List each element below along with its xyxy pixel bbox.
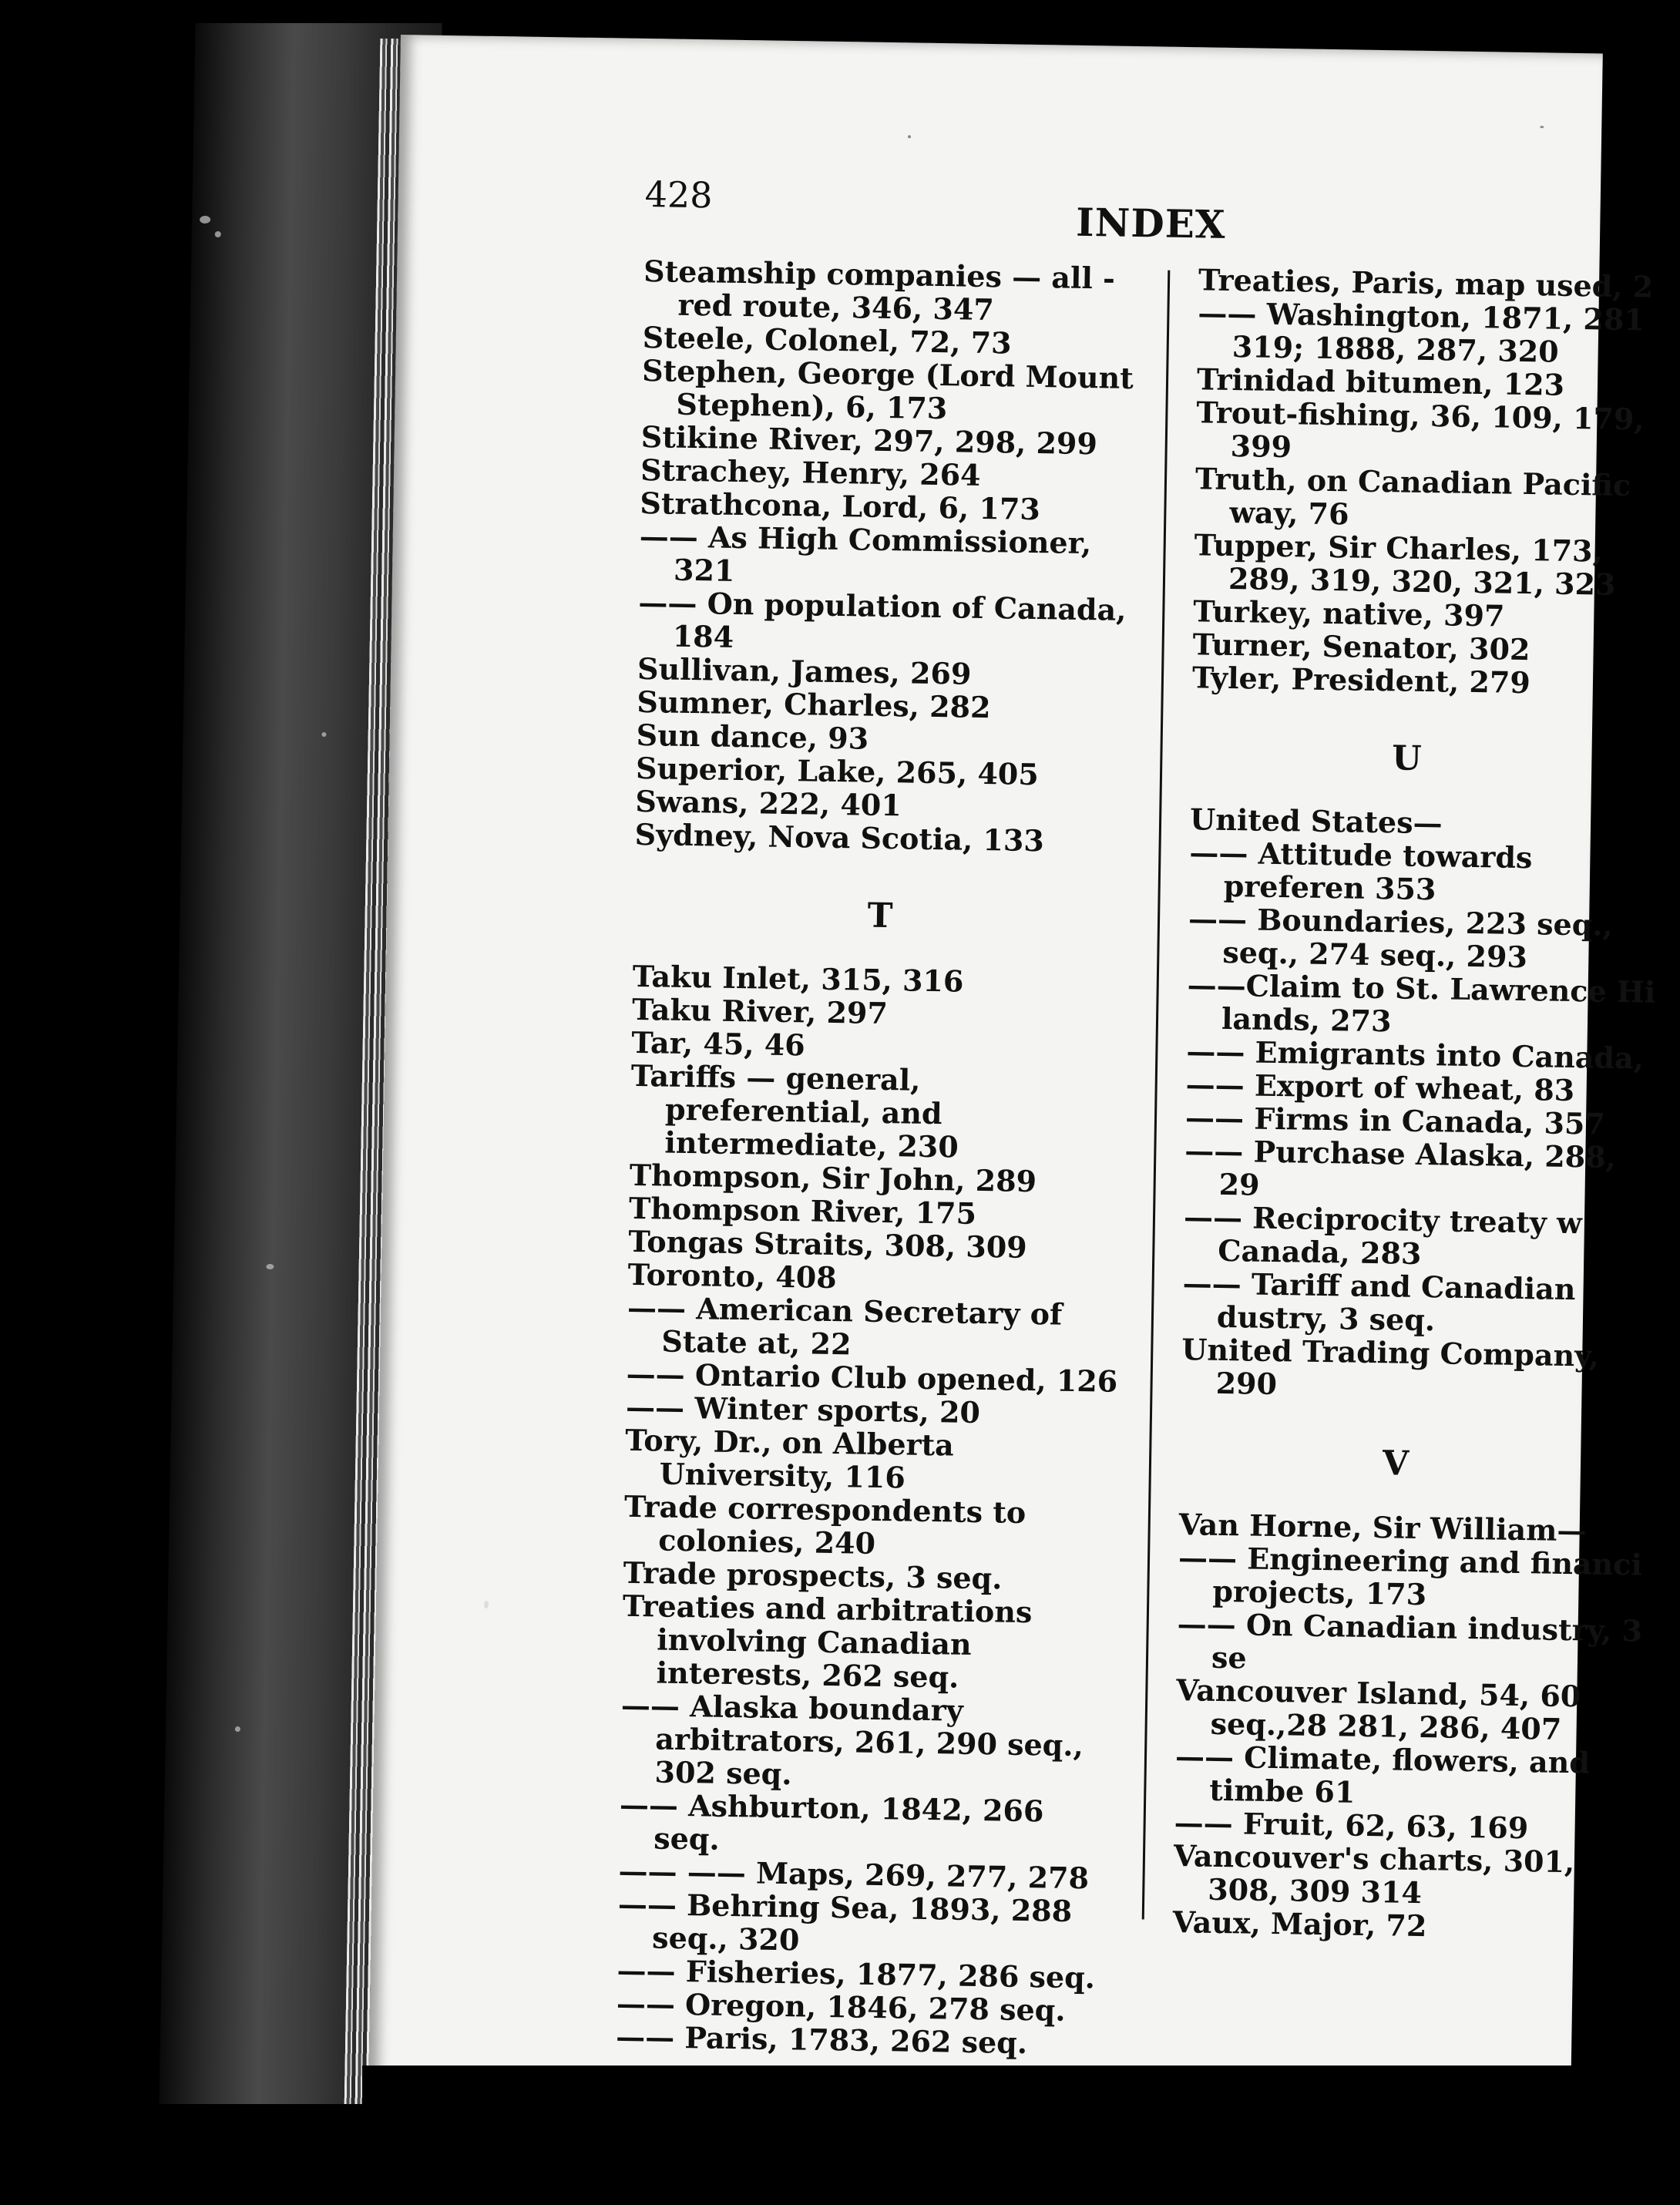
index-subentry: —— Emigrants into Canada,: [1186, 1034, 1645, 1076]
index-entry: Turner, Senator, 302: [1192, 627, 1530, 667]
index-subentry: —— Purchase Alaska, 288, 29: [1184, 1133, 1617, 1202]
index-subentry: —— Alaska boundary arbitrators, 261, 290 seq., 302 seq.: [620, 1687, 1084, 1792]
index-subentry: —— Export of wheat, 83: [1185, 1067, 1575, 1108]
index-subentry: —— Tariff and Canadian dustry, 3 seq.: [1182, 1266, 1576, 1338]
index-entry: Tongas Straits, 308, 309: [628, 1223, 1028, 1265]
index-subentry: —— Climate, flowers, and timbe 61: [1174, 1739, 1591, 1810]
index-entry: Taku River, 297: [631, 991, 889, 1031]
index-entry: Van Horne, Sir William—: [1178, 1507, 1587, 1548]
index-entry: Thompson, Sir John, 289: [629, 1157, 1037, 1199]
index-subentry: —— Ontario Club opened, 126: [626, 1356, 1118, 1399]
column-divider: [1142, 271, 1171, 1920]
index-subentry: —— On population of Canada, 184: [638, 584, 1127, 654]
index-subentry: —— Fisheries, 1877, 286 seq.: [617, 1952, 1096, 1995]
index-entry: Steele, Colonel, 72, 73: [642, 319, 1012, 361]
index-entry: Trinidad bitumen, 123: [1196, 361, 1565, 402]
index-entry: Strachey, Henry, 264: [640, 452, 981, 492]
index-entry: Trade prospects, 3 seq.: [623, 1555, 1003, 1596]
index-entry: Sydney, Nova Scotia, 133: [634, 816, 1045, 859]
index-entry: Trade correspondents to colonies, 240: [623, 1488, 1026, 1561]
index-entry: Sun dance, 93: [636, 717, 869, 756]
index-entry: United States—: [1189, 802, 1443, 841]
index-entry: Treaties, Paris, map used, 2: [1198, 262, 1654, 304]
index-subentry: —— Paris, 1783, 262 seq.: [615, 2018, 1028, 2061]
index-entry: Vancouver Island, 54, 60 seq.,28 281, 286, 407: [1176, 1672, 1581, 1746]
index-subentry: —— On Canadian industry, 3 se: [1177, 1606, 1643, 1676]
index-entry: United Trading Company, 290: [1181, 1332, 1600, 1402]
section-letter-heading: T: [867, 896, 893, 936]
index-entry: Toronto, 408: [627, 1256, 838, 1296]
index-entry: Trout-fishing, 36, 109, 179, 399: [1196, 395, 1645, 465]
index-subentry: —— Fruit, 62, 63, 169: [1174, 1805, 1529, 1846]
index-entry: Stikine River, 297, 298, 299: [640, 418, 1098, 462]
index-entry: Treaties and arbitrations involving Canadian interests, 262 seq.: [622, 1588, 1033, 1695]
index-subentry: —— As High Commissioner, 321: [639, 518, 1092, 588]
section-letter-heading: U: [1391, 738, 1422, 778]
index-entry: Sullivan, James, 269: [637, 650, 972, 691]
page-bottom-shadow: [362, 2066, 1595, 2205]
index-entry: Tar, 45, 46: [631, 1024, 806, 1063]
index-entry: Tupper, Sir Charles, 173, 289, 319, 320, 321, 323: [1194, 527, 1616, 602]
running-head: INDEX: [1075, 199, 1227, 247]
index-subentry: ——Claim to St. Lawrence Hi lands, 273: [1187, 967, 1656, 1039]
index-subentry: —— Attitude towards preferen 353: [1189, 835, 1533, 907]
index-entry: Turkey, native, 397: [1193, 593, 1505, 634]
index-subentry: —— Winter sports, 20: [625, 1389, 981, 1430]
index-entry: Steamship companies — all - red route, 346, 347: [643, 253, 1116, 328]
section-letter-heading: V: [1382, 1444, 1410, 1484]
index-entry: Stephen, George (Lord Mount Stephen), 6, 173: [641, 352, 1134, 426]
index-entry: Tariffs — general, preferential, and intermediate, 230: [630, 1057, 959, 1165]
index-subentry: —— Oregon, 1846, 278 seq.: [616, 1985, 1066, 2028]
index-subentry: —— Firms in Canada, 357: [1184, 1100, 1606, 1141]
index-entry: Superior, Lake, 265, 405: [635, 750, 1040, 792]
index-entry: Vaux, Major, 72: [1172, 1904, 1427, 1944]
index-subentry: —— Reciprocity treaty w Canada, 283: [1183, 1199, 1583, 1271]
index-entry: Thompson River, 175: [628, 1190, 977, 1231]
index-column-right: [1172, 263, 1676, 1945]
index-subentry: —— American Secretary of State at, 22: [627, 1289, 1063, 1362]
index-entry: Swans, 222, 401: [635, 783, 902, 823]
index-entry: Vancouver's charts, 301, 308, 309 314: [1173, 1838, 1575, 1911]
index-entry: Sumner, Charles, 282: [637, 684, 991, 725]
index-entry: Truth, on Canadian Pacific way, 76: [1194, 461, 1631, 532]
index-entry: Tory, Dr., on Alberta University, 116: [625, 1422, 955, 1495]
index-column-left: [616, 254, 1137, 2061]
index-subentry: —— Engineering and financi projects, 173: [1178, 1540, 1643, 1612]
index-subentry: —— Washington, 1871, 281 319; 1888, 287, 320: [1198, 295, 1645, 369]
index-entry: Tyler, President, 279: [1191, 660, 1531, 701]
index-subentry: —— Behring Sea, 1893, 288 seq., 320: [617, 1886, 1073, 1958]
page-number: 428: [644, 173, 714, 217]
index-subentry: —— Boundaries, 223 seq., seq., 274 seq., 293: [1188, 901, 1614, 975]
index-page: [368, 35, 1656, 2119]
index-subentry: —— Ashburton, 1842, 266 seq.: [619, 1787, 1044, 1857]
index-entry: Strathcona, Lord, 6, 173: [640, 485, 1041, 527]
index-entry: Taku Inlet, 315, 316: [632, 958, 964, 999]
index-subentry: —— —— Maps, 269, 277, 278: [618, 1853, 1090, 1896]
